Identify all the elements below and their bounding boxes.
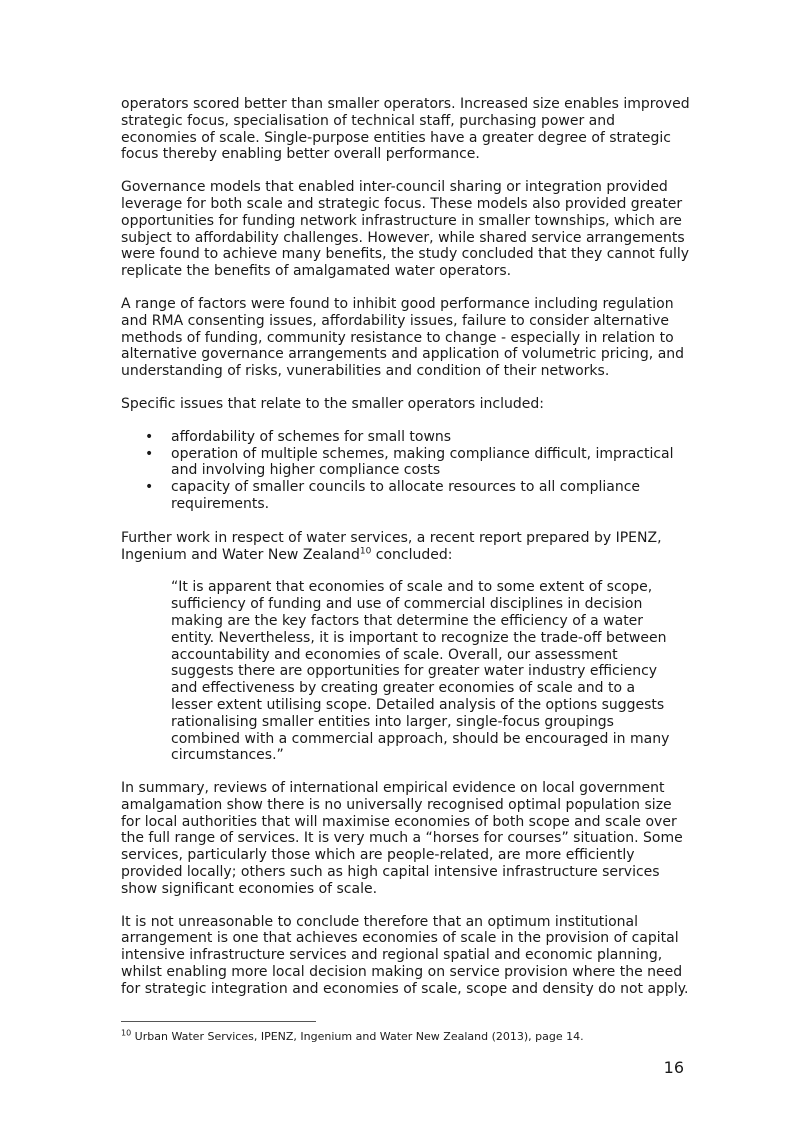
paragraph-summary: In summary, reviews of international empirical evidence on local government amalgamation show there is no universally recognised optimal population size for local authorities that will maximise economies of both scope and scale over the full range of services. It is very much a “horses for courses” situation. Some services, particularly those which are people-related, are more efficiently provided locally; others such as high capital intensive infrastructure services show significant economies of scale. [121, 780, 683, 897]
footnote-reference[interactable]: 10 [359, 545, 372, 556]
paragraph-inhibiting-factors: A range of factors were found to inhibit good performance including regulation and RMA consenting issues, affordability issues, failure to consider alternative methods of funding, community resistance to change - especially in relation to alternative governance arrangements and application of volumetric pricing, and understanding of risks, vunerabilities and condition of their networks. [121, 295, 685, 380]
issues-list [121, 429, 691, 513]
list-item: • affordability of schemes for small towns [171, 429, 691, 446]
document-body [121, 96, 691, 1014]
page-number: 16 [663, 1058, 684, 1077]
paragraph-governance-models: Governance models that enabled inter-council sharing or integration provided leverage for both scale and strategic focus. These models also provided greater opportunities for funding network infrastructure in smaller townships, which are subject to affordability challenges. However, while shared service arrangements were found to achieve many benefits, the study concluded that they cannot fully replicate the benefits of amalgamated water operators. [121, 179, 690, 280]
paragraph-operators: operators scored better than smaller operators. Increased size enables improved strategic focus, specialisation of technical staff, purchasing power and economies of scale. Single-purpose entities have a greater degree of strategic focus thereby enabling better overall performance. [121, 96, 690, 163]
footnote-text: Urban Water Services, IPENZ, Ingenium and Water New Zealand (2013), page 14. [131, 1030, 584, 1043]
list-item: • capacity of smaller councils to allocate resources to all compliance requirements. [171, 479, 691, 513]
block-quote: “It is apparent that economies of scale and to some extent of scope, sufficiency of funding and use of commercial disciplines in decision making are the key factors that determine the efficiency of a water entity. Nevertheless, it is important to recognize the trade-off between accountability and economies of scale. Overall, our assessment suggests there are opportunities for greater water industry efficiency and effectiveness by creating greater economies of scale and to a lesser extent utilising scope. Detailed analysis of the options suggests rationalising smaller entities into larger, single-focus groupings combined with a commercial approach, should be encouraged in many circumstances.” [171, 579, 670, 764]
footnote-marker: 10 [121, 1028, 132, 1038]
footnote [121, 1030, 584, 1043]
footnote-divider [121, 1021, 316, 1022]
paragraph-specific-issues: Specific issues that relate to the smaller operators included: [121, 395, 544, 412]
paragraph-further-work-text: Further work in respect of water services, a recent report prepared by IPENZ, Ingenium and Water New Zealand [121, 529, 662, 563]
paragraph-conclusion: It is not unreasonable to conclude therefore that an optimum institutional arrangement is one that achieves economies of scale in the provision of capital intensive infrastructure services and regional spatial and economic planning, whilst enabling more local decision making on service provision where the need for strategic integration and economies of scale, scope and density do not apply. [121, 913, 689, 997]
paragraph-further-work [121, 530, 691, 564]
paragraph-further-work-end: concluded: [371, 546, 453, 563]
list-item: • operation of multiple schemes, making compliance difficult, impractical and involving higher compliance costs [171, 446, 691, 480]
